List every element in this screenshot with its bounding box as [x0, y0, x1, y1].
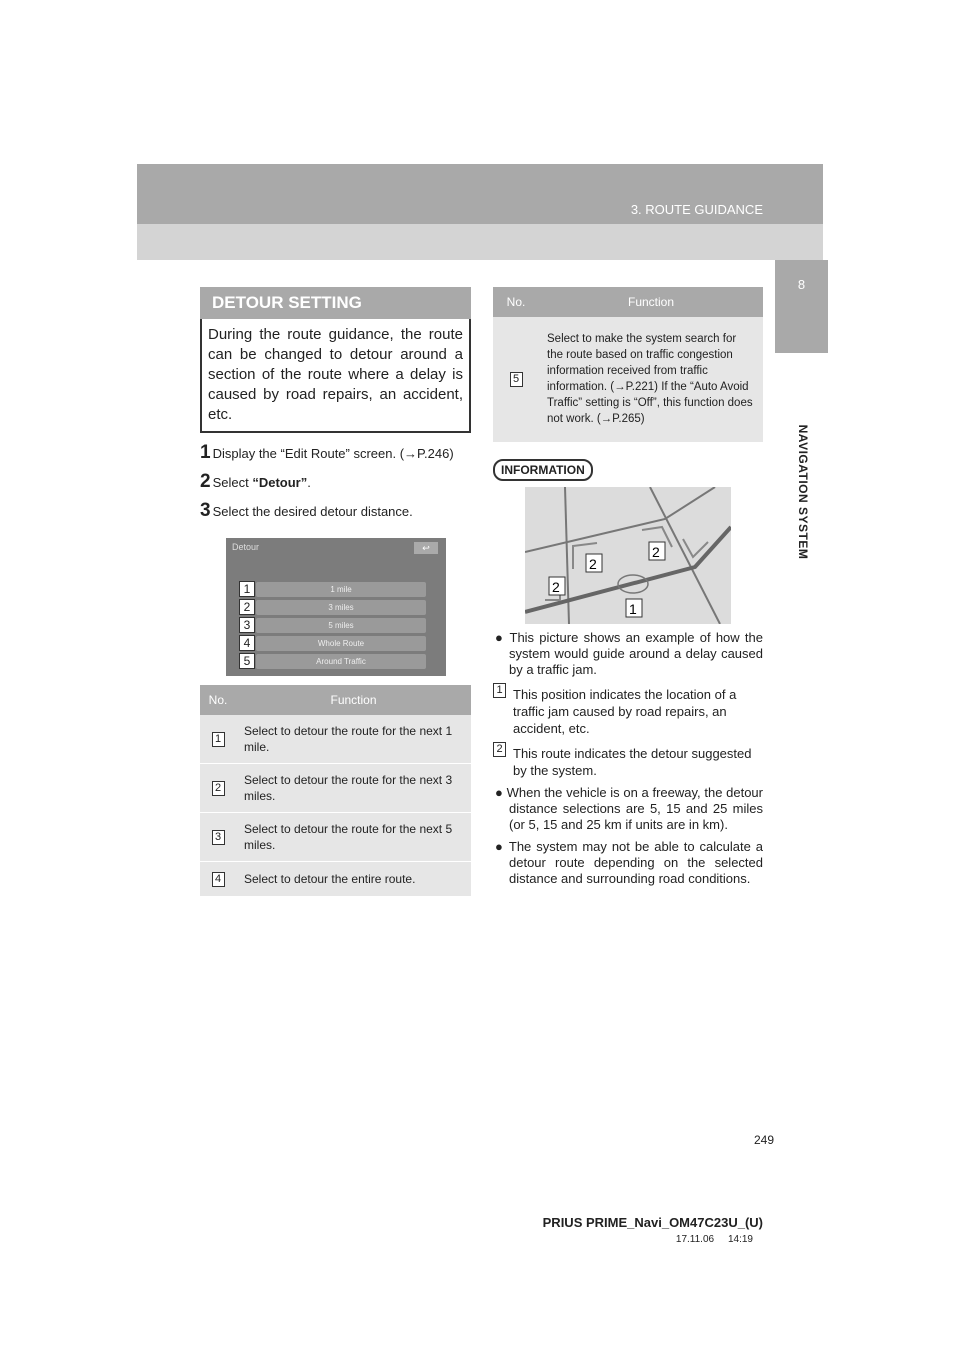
screen-title: Detour — [232, 542, 260, 552]
function-text: Select to detour the route for the next 3 miles. — [236, 764, 471, 813]
section-heading: DETOUR SETTING — [200, 287, 471, 319]
function-table-right — [493, 287, 763, 443]
chapter-tab — [775, 260, 828, 353]
callout: 5 — [510, 372, 523, 387]
col-no: No. — [200, 685, 236, 715]
right-column — [493, 287, 763, 887]
print-date: 17.11.06 14:19 — [675, 1234, 753, 1245]
map-label: 2 — [552, 578, 560, 595]
function-text: Select to detour the route for the next 5 miles. — [236, 813, 471, 862]
detour-screen-image — [226, 538, 446, 676]
document-id: PRIUS PRIME_Navi_OM47C23U_(U) — [542, 1215, 763, 1230]
callout: 4 — [212, 872, 225, 887]
header-band — [137, 164, 823, 224]
detour-map-image — [525, 487, 731, 624]
step-1: 1 Display the “Edit Route” screen. (→P.246) — [200, 442, 454, 463]
map-label: 2 — [589, 555, 597, 572]
bullet: ● This picture shows an example of how the system would guide around a delay caused by a traffic jam. — [495, 629, 763, 677]
callout: 2 — [239, 599, 255, 615]
col-function: Function — [539, 287, 763, 317]
callout: 1 — [212, 732, 225, 747]
screen-button: Around Traffic — [256, 654, 426, 669]
information-label: INFORMATION — [493, 459, 593, 481]
back-icon: ↩ — [414, 542, 438, 554]
table-row — [200, 764, 471, 813]
section-title: 3. ROUTE GUIDANCE — [630, 202, 763, 217]
step-2: 2 Select “Detour”. — [200, 471, 311, 492]
table-row — [493, 317, 763, 442]
left-column — [200, 287, 471, 522]
function-table-left — [200, 685, 471, 897]
callout: 5 — [239, 653, 255, 669]
function-text: Select to detour the entire route. — [236, 862, 471, 897]
table-row — [200, 813, 471, 862]
chapter-label-text: NAVIGATION SYSTEM — [796, 424, 810, 560]
screen-button: 5 miles — [256, 618, 426, 633]
chapter-number: 8 — [797, 277, 806, 292]
callout: 2 — [212, 781, 225, 796]
callout-explanation: 1 This position indicates the location of a traffic jam caused by road repairs, an accident, etc. — [493, 686, 763, 737]
callout: 4 — [239, 635, 255, 651]
screen-button: 1 mile — [256, 582, 426, 597]
page-number: 249 — [753, 1133, 774, 1147]
intro-box: During the route guidance, the route can be changed to detour around a section of the route where a delay is caused by road repairs, an accident, etc. — [200, 319, 471, 433]
step-3: 3 Select the desired detour distance. — [200, 500, 413, 521]
bullet: ● The system may not be able to calculate a detour route depending on the selected distance and surrounding road conditions. — [495, 838, 764, 886]
table-row — [200, 862, 471, 897]
col-function: Function — [236, 685, 471, 715]
callout: 3 — [212, 830, 225, 845]
map-label: 1 — [629, 600, 637, 617]
col-no: No. — [493, 287, 539, 317]
map-label: 2 — [652, 543, 660, 560]
table-row — [200, 715, 471, 764]
bullet: ● When the vehicle is on a freeway, the detour distance selections are 5, 15 and 25 miles (or 5, 15 and 25 km if units are in km). — [495, 784, 763, 832]
function-text: Select to detour the route for the next 1 mile. — [236, 715, 471, 764]
screen-button: 3 miles — [256, 600, 426, 615]
chapter-label — [793, 370, 813, 620]
callout-explanation: 2 This route indicates the detour suggested by the system. — [493, 745, 763, 779]
function-text: Select to make the system search for the route based on traffic congestion information received from traffic information. (→P.221) If the “Auto Avoid Traffic” setting is “Off”, this function does not work. (→P.265) — [539, 317, 763, 442]
screen-button: Whole Route — [256, 636, 426, 651]
header-subband — [137, 224, 823, 260]
callout: 3 — [239, 617, 255, 633]
callout: 1 — [239, 581, 255, 597]
